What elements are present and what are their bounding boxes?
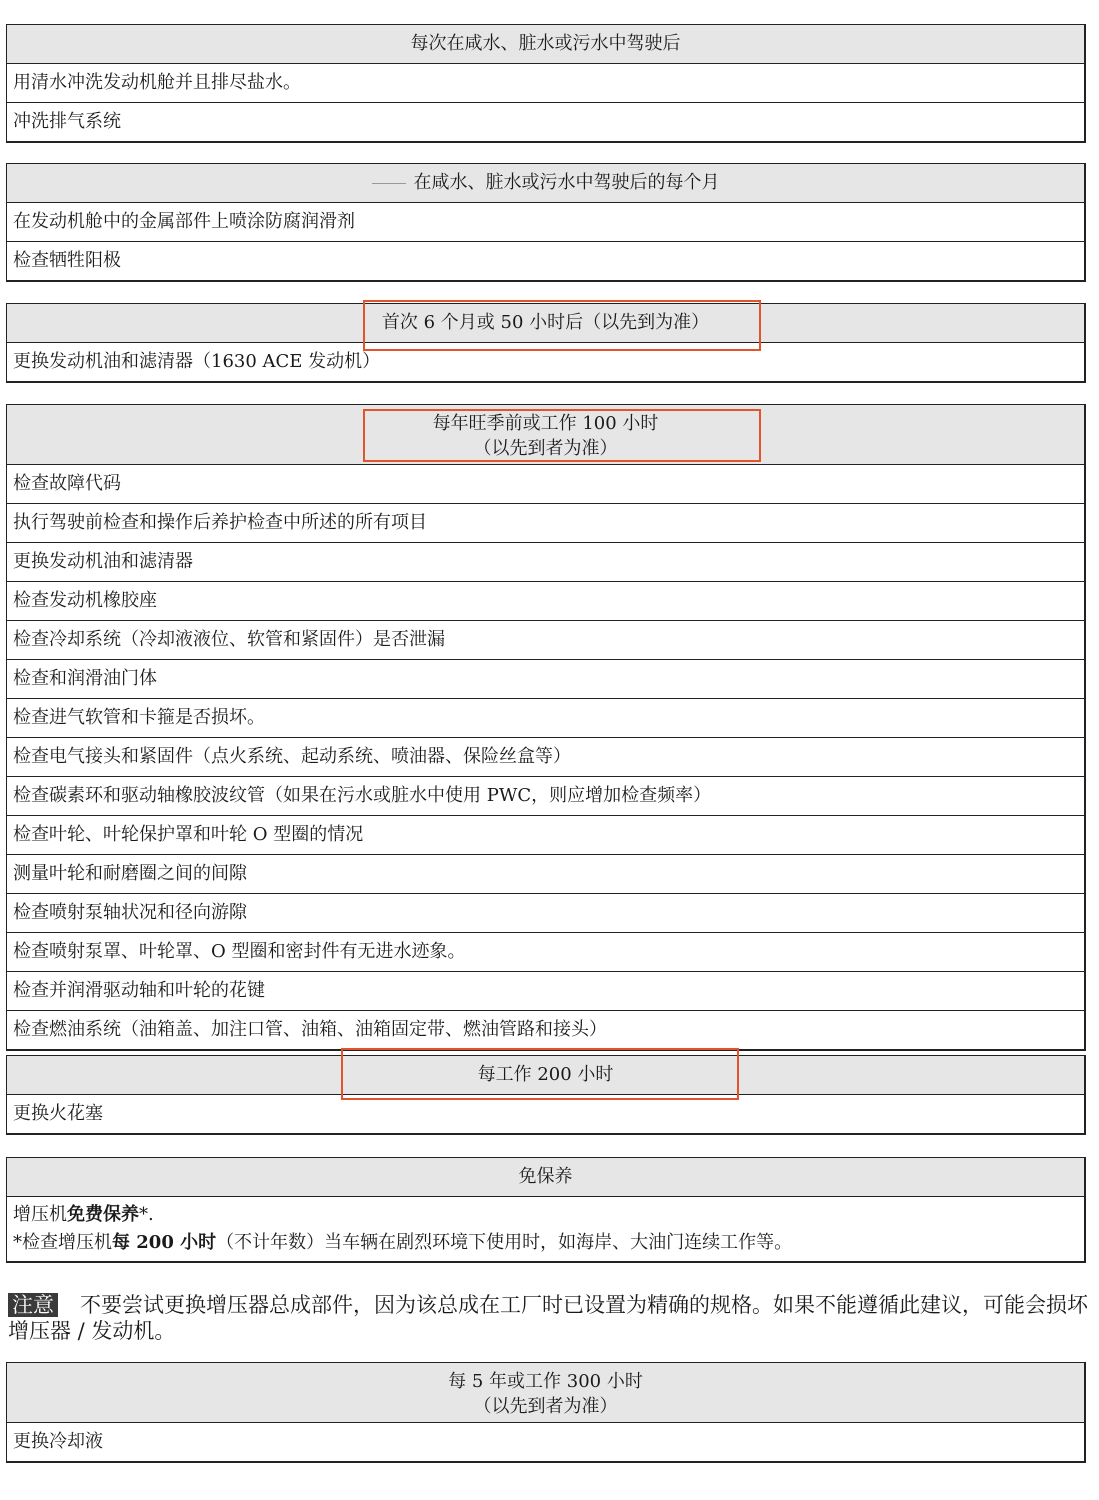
bold-text: 免费保养: [67, 1204, 139, 1225]
table-header: [7, 405, 1084, 465]
table-header: 免保养: [7, 1158, 1084, 1197]
maintenance-table-salt-water-monthly: [6, 163, 1086, 282]
table-row: 冲洗排气系统: [13, 111, 121, 132]
table-row: 检查喷射泵罩、叶轮罩、O 型圈和密封件有无进水迹象。: [7, 933, 1084, 972]
table-header-line2: （以先到者为准）: [473, 1396, 618, 1417]
table-header: [7, 1363, 1084, 1423]
table-row: 检查发动机橡胶座: [7, 582, 1084, 621]
supercharger-footnote: [13, 1229, 1084, 1257]
maintenance-table-5-years-300-hours: [6, 1362, 1086, 1463]
table-row: 检查故障代码: [7, 465, 1084, 504]
caution-text: 不要尝试更换增压器总成部件，因为该总成在工厂时已设置为精确的规格。如果不能遵循此建议，可能会损坏增压器 / 发动机。: [8, 1293, 1088, 1343]
table-row: 检查进气软管和卡箍是否损坏。: [7, 699, 1084, 738]
table-row: 检查电气接头和紧固件（点火系统、起动系统、喷油器、保险丝盒等）: [7, 738, 1084, 777]
table-header: [7, 164, 1084, 203]
table-row: 测量叶轮和耐磨圈之间的间隙: [7, 855, 1084, 894]
table-row: 更换发动机油和滤清器: [7, 543, 1084, 582]
caution-tag: 注意: [8, 1293, 58, 1317]
table-row: 检查冷却系统（冷却液液位、软管和紧固件）是否泄漏: [7, 621, 1084, 660]
table-header-line1: 每年旺季前或工作 100 小时: [432, 413, 659, 434]
maintenance-table-salt-water-after-each: [6, 24, 1086, 143]
table-row: 用清水冲洗发动机舱并且排尽盐水。: [7, 64, 1084, 103]
table-row: 检查碳素环和驱动轴橡胶波纹管（如果在污水或脏水中使用 PWC，则应增加检查频率）: [7, 777, 1084, 816]
table-row: 检查喷射泵轴状况和径向游隙: [7, 894, 1084, 933]
table-header-text: 在咸水、脏水或污水中驾驶后的每个月: [413, 172, 720, 193]
table-header: 首次 6 个月或 50 小时后（以先到为准）: [7, 304, 1084, 343]
table-row: 在发动机舱中的金属部件上喷涂防腐润滑剂: [7, 203, 1084, 242]
text-span: *检查增压机: [13, 1232, 112, 1253]
text-span: （不计年数）当车辆在剧烈环境下使用时，如海岸、大油门连续工作等。: [216, 1232, 793, 1253]
maintenance-table-annual-100-hours: [6, 404, 1086, 1051]
caution-note: [8, 1292, 1088, 1344]
table-row: 检查叶轮、叶轮保护罩和叶轮 O 型圈的情况: [7, 816, 1084, 855]
table-row: 更换冷却液: [13, 1431, 103, 1452]
table-row: 更换火花塞: [13, 1103, 103, 1124]
text-span: *.: [139, 1204, 154, 1225]
table-header-line2: （以先到者为准）: [473, 438, 618, 459]
table-row: 检查牺牲阳极: [13, 250, 121, 271]
table-header: 每次在咸水、脏水或污水中驾驶后: [7, 25, 1084, 64]
supercharger-line: [13, 1201, 1084, 1229]
table-header: 每工作 200 小时: [7, 1056, 1084, 1095]
table-row: 更换发动机油和滤清器（1630 ACE 发动机）: [13, 351, 381, 372]
maintenance-table-first-6-months: [6, 303, 1086, 383]
maintenance-table-maintenance-free: [6, 1157, 1086, 1263]
table-row: [7, 1197, 1084, 1261]
table-row: 检查和润滑油门体: [7, 660, 1084, 699]
table-row: 检查燃油系统（油箱盖、加注口管、油箱、油箱固定带、燃油管路和接头）: [13, 1019, 607, 1040]
bold-text: 每 200 小时: [112, 1232, 217, 1253]
dash-decoration: [372, 183, 406, 184]
table-row: 执行驾驶前检查和操作后养护检查中所述的所有项目: [7, 504, 1084, 543]
text-span: 增压机: [13, 1204, 67, 1225]
maintenance-table-200-hours: [6, 1055, 1086, 1135]
table-header-line1: 每 5 年或工作 300 小时: [448, 1371, 643, 1392]
table-row: 检查并润滑驱动轴和叶轮的花键: [7, 972, 1084, 1011]
